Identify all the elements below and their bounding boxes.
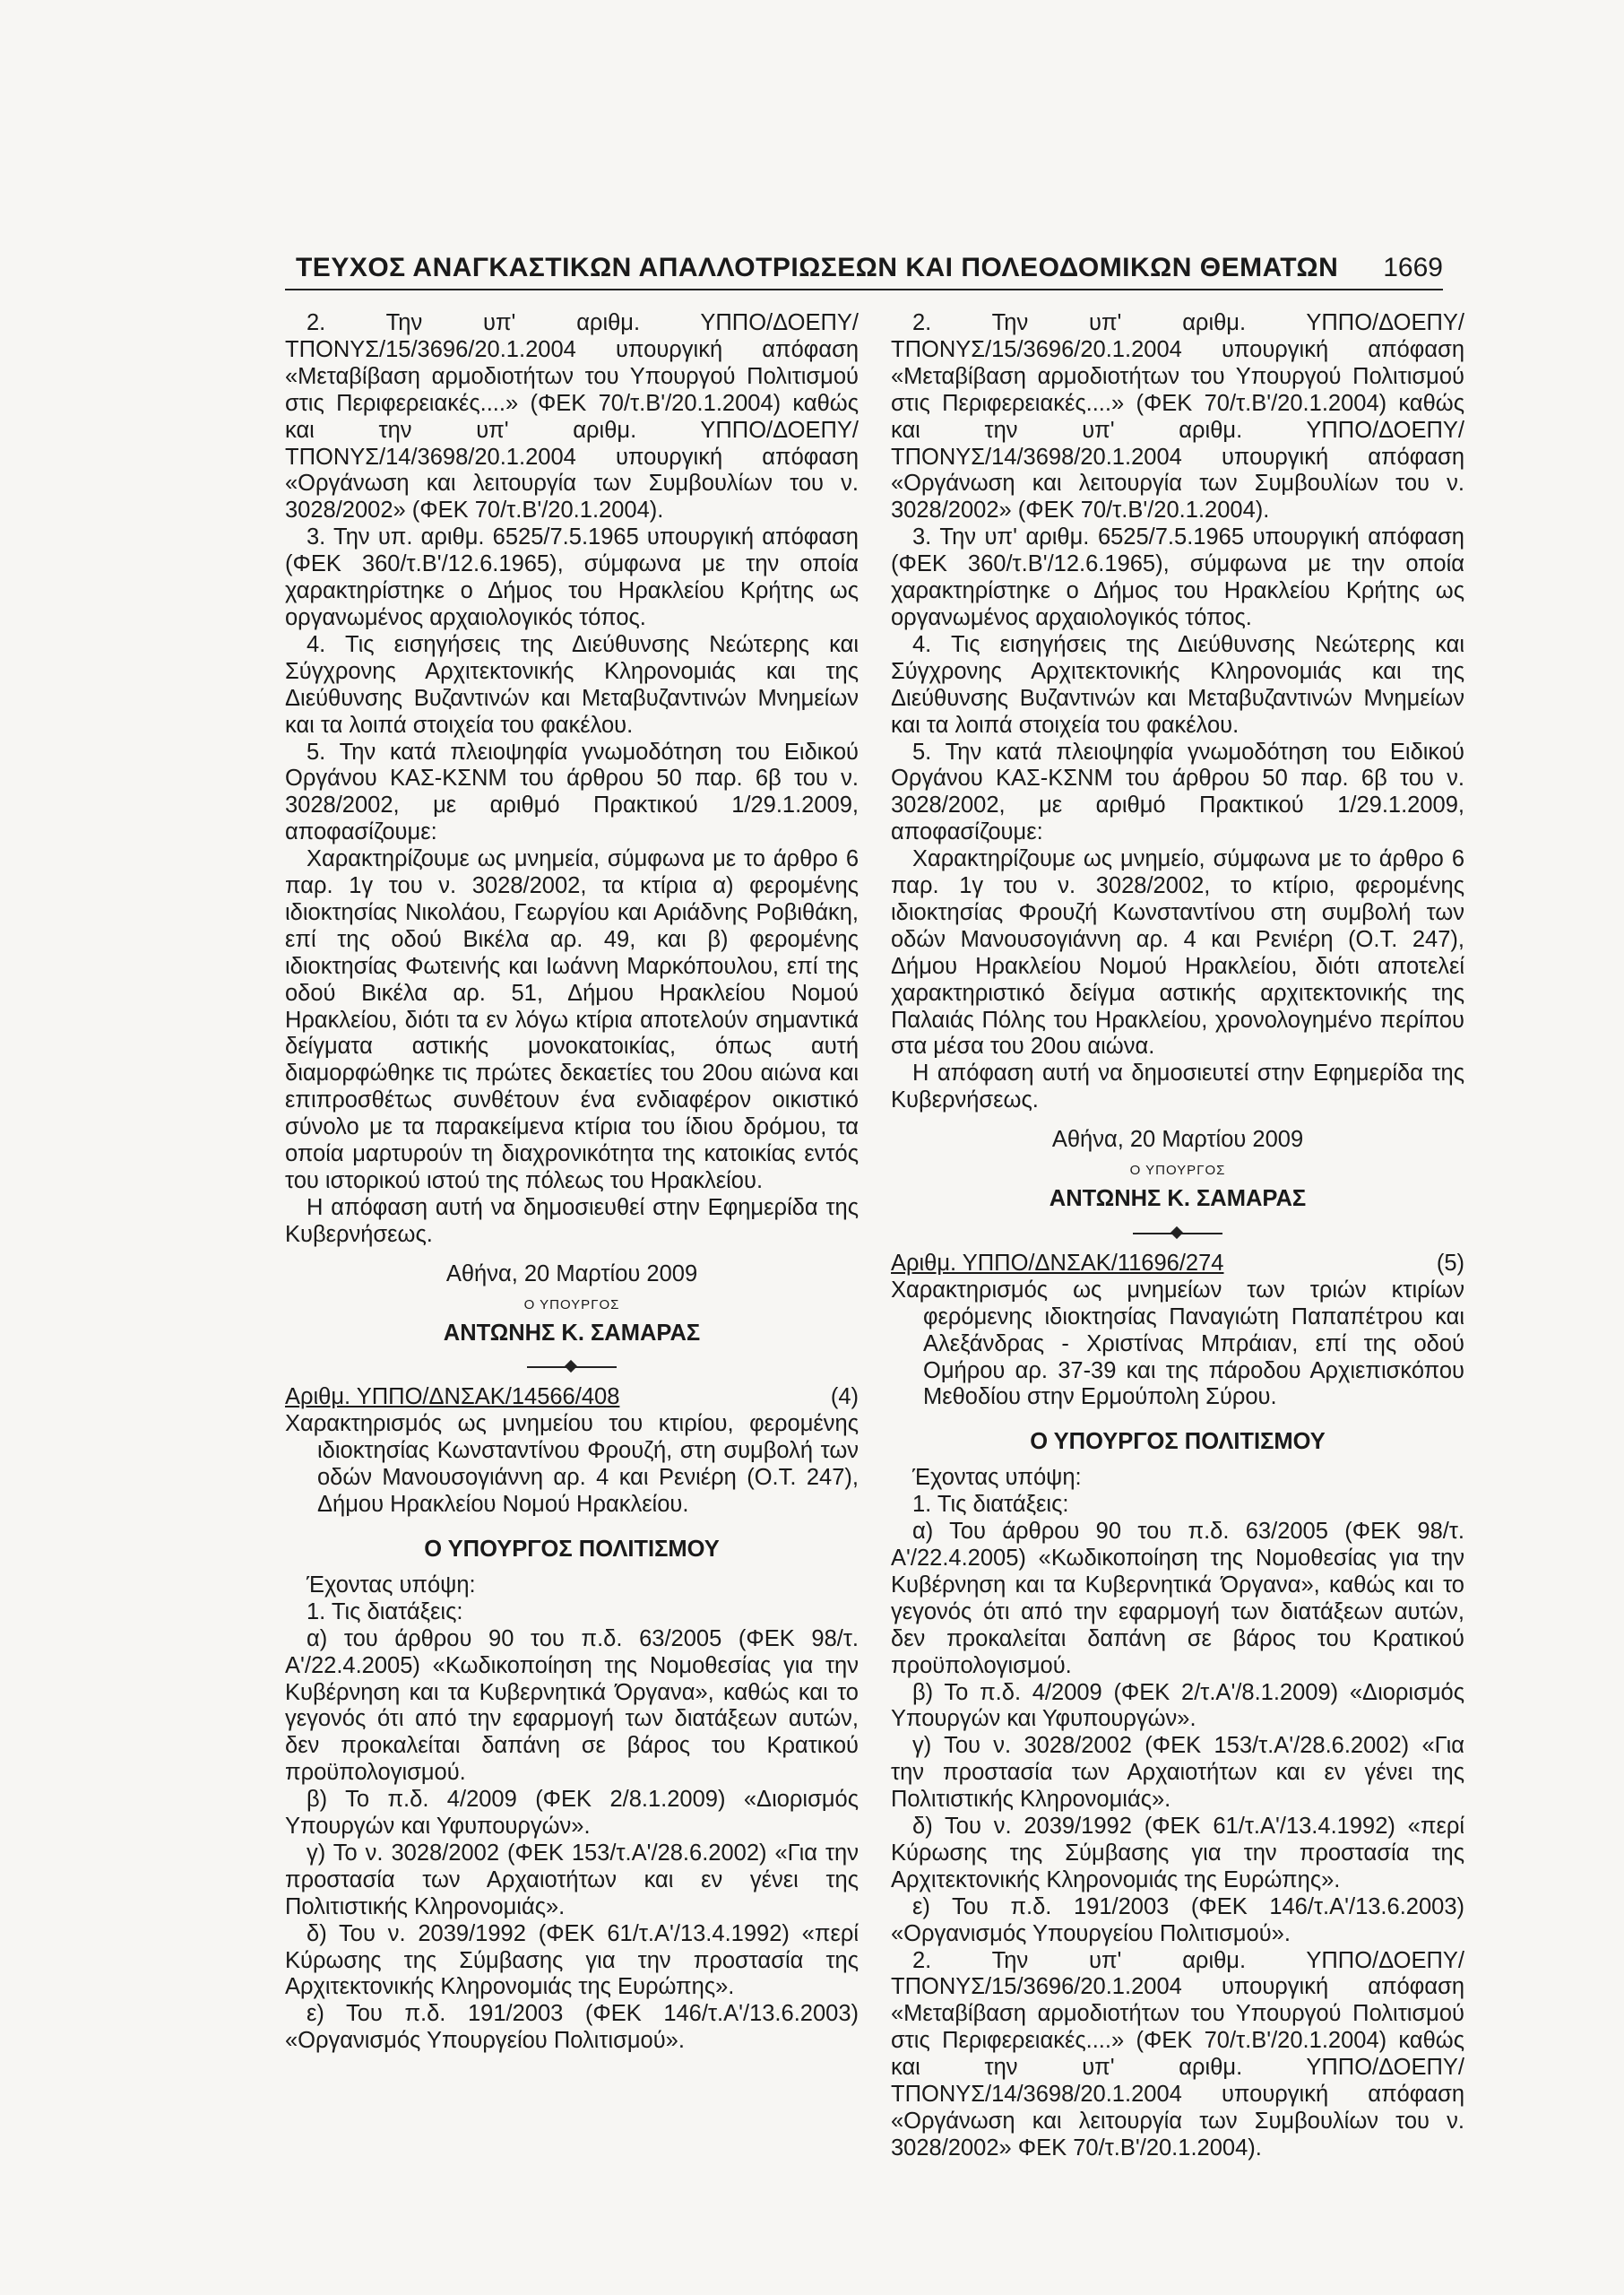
paragraph: β) Το π.δ. 4/2009 (ΦΕΚ 2/τ.Α'/8.1.2009) «Διορισμός Υπουργών και Υφυπουργών».	[891, 1679, 1464, 1732]
signature-date: Αθήνα, 20 Μαρτίου 2009	[1051, 1127, 1304, 1153]
signature-role: Ο ΥΠΟΥΡΓΟΣ	[523, 1296, 620, 1312]
paragraph: 2. Την υπ' αριθμ. ΥΠΠΟ/ΔΟΕΠΥ/ΤΠΟΝΥΣ/15/3696/20.1.2004 υπουργική απόφαση «Μεταβίβαση αρμοδιοτήτων του Υπουργού Πολιτισμού στις Περιφερειακές....» (ΦΕΚ 70/τ.Β'/20.1.2004) καθώς και την υπ' αριθμ. ΥΠΠΟ/ΔΟΕΠΥ/ΤΠΟΝΥΣ/14/3698/20.1.2004 υπουργική απόφαση «Οργάνωση και λειτουργία των Συμβουλίων του ν. 3028/2002» (ΦΕΚ 70/τ.Β'/20.1.2004).	[891, 310, 1464, 524]
minister-heading: Ο ΥΠΟΥΡΓΟΣ ΠΟΛΙΤΙΣΜΟΥ	[1030, 1429, 1326, 1455]
right-column	[891, 310, 1464, 2162]
paragraph: δ) Του ν. 2039/1992 (ΦΕΚ 61/τ.Α'/13.4.1992) «περί Κύρωσης της Σύμβασης για την προστασία της Αρχιτεκτονικής Κληρονομιάς της Ευρώπης».	[891, 1814, 1464, 1892]
decision-index: (4)	[830, 1384, 859, 1410]
section-divider	[1133, 1233, 1222, 1234]
paragraph: 5. Την κατά πλειοψηφία γνωμοδότηση του Ειδικού Οργάνου ΚΑΣ-ΚΣΝΜ του άρθρου 50 παρ. 6β του ν. 3028/2002, με αριθμό Πρακτικού 1/29.1.2009, αποφασίζουμε:	[285, 739, 859, 845]
page-header	[285, 253, 1443, 290]
decision-paragraph: Χαρακτηρίζουμε ως μνημείο, σύμφωνα με το άρθρο 6 παρ. 1γ του ν. 3028/2002, το κτίριο, φερομένης ιδιοκτησίας Φρουζή Κωνσταντίνου στη συμβολή των οδών Μανουσογιάννη αρ. 4 και Ρενιέρη (Ο.Τ. 247), Δήμου Ηρακλείου Νομού Ηρακλείου, διότι αποτελεί χαρακτηριστικό δείγμα αστικής αρχιτεκτονικής της Παλαιάς Πόλης του Ηρακλείου, χρονολογημένο περίπου στα μέσα του 20ου αιώνα.	[891, 846, 1464, 1060]
paragraph: γ) Του ν. 3028/2002 (ΦΕΚ 153/τ.Α'/28.6.2002) «Για την προστασία των Αρχαιοτήτων και εν γένει της Πολιτιστικής Κληρονομιάς».	[891, 1733, 1464, 1813]
signature-name: ΑΝΤΩΝΗΣ Κ. ΣΑΜΑΡΑΣ	[443, 1320, 701, 1346]
decision-subject: Χαρακτηρισμός ως μνημείων των τριών κτιρίων φερόμενης ιδιοκτησίας Παναγιώτη Παπαπέτρου και Αλεξάνδρας - Χριστίνας Μπράιαν, επί της οδού Ομήρου αρ. 37-39 και της πάροδου Αρχιεπισκόπου Μεθοδίου στην Ερμούπολη Σύρου.	[891, 1277, 1464, 1410]
paragraph: 1. Τις διατάξεις:	[307, 1598, 463, 1624]
decision-paragraph: Χαρακτηρίζουμε ως μνημεία, σύμφωνα με το άρθρο 6 παρ. 1γ του ν. 3028/2002, τα κτίρια α) φερομένης ιδιοκτησίας Νικολάου, Γεωργίου και Αριάδνης Ροβιθάκη, επί της οδού Βικέλα αρ. 49, και β) φερομένης ιδιοκτησίας Φωτεινής και Ιωάννη Μαρκόπουλου, επί της οδού Βικέλα αρ. 51, Δήμου Ηρακλείου Νομού Ηρακλείου, διότι τα εν λόγω κτίρια αποτελούν σημαντικά δείγματα αστικής μονοκατοικίας, όπως αυτή διαμορφώθηκε τις πρώτες δεκαετίες του 20ου αιώνα και επιπροσθέτως συνθέτουν ένα ενδιαφέρον οικιστικό σύνολο με τα παρακείμενα κτίρια του ίδιου δρόμου, τα οποία μαρτυρούν τη διαχρονικότητα της κατοικίας εντός του ιστορικού ιστού της πόλεως του Ηρακλείου.	[285, 846, 859, 1193]
paragraph: ε) Του π.δ. 191/2003 (ΦΕΚ 146/τ.Α'/13.6.2003) «Οργανισμός Υπουργείου Πολιτισμού».	[891, 1893, 1464, 1946]
paragraph: γ) Το ν. 3028/2002 (ΦΕΚ 153/τ.Α'/28.6.2002) «Για την προστασία των Αρχαιοτήτων και εν γένει της Πολιτιστικής Κληρονομιάς».	[285, 1840, 859, 1919]
decision-subject: Χαρακτηρισμός ως μνημείου του κτιρίου, φερομένης ιδιοκτησίας Κωνσταντίνου Φρουζή, στη συμβολή των οδών Μανουσογιάννη αρ. 4 και Ρενιέρη (Ο.Τ. 247), Δήμου Ηρακλείου Νομού Ηρακλείου.	[285, 1411, 859, 1518]
decision-number: Αριθμ. ΥΠΠΟ/ΔΝΣΑΚ/11696/274	[891, 1250, 1224, 1276]
paragraph: ε) Του π.δ. 191/2003 (ΦΕΚ 146/τ.Α'/13.6.2003) «Οργανισμός Υπουργείου Πολιτισμού».	[285, 2001, 859, 2054]
paragraph: 5. Την κατά πλειοψηφία γνωμοδότηση του Ειδικού Οργάνου ΚΑΣ-ΚΣΝΜ του άρθρου 50 παρ. 6β του ν. 3028/2002, με αριθμό Πρακτικού 1/29.1.2009, αποφασίζουμε:	[891, 739, 1464, 845]
page-number: 1669	[1383, 253, 1443, 282]
section-divider	[527, 1366, 617, 1368]
decision-number: Αριθμ. ΥΠΠΟ/ΔΝΣΑΚ/14566/408	[285, 1384, 620, 1410]
publication-clause: Η απόφαση αυτή να δημοσιευτεί στην Εφημερίδα της Κυβερνήσεως.	[891, 1061, 1464, 1113]
paragraph: α) του άρθρου 90 του π.δ. 63/2005 (ΦΕΚ 98/τ. Α'/22.4.2005) «Κωδικοποίηση της Νομοθεσίας για την Κυβέρνηση και τα Κυβερνητικά Όργανα», καθώς και το γεγονός ότι από την εφαρμογή των διατάξεων αυτών, δεν προκαλείται δαπάνη σε βάρος του Κρατικού προϋπολογισμού.	[285, 1625, 859, 1786]
paragraph: β) Το π.δ. 4/2009 (ΦΕΚ 2/8.1.2009) «Διορισμός Υπουργών και Υφυπουργών».	[285, 1787, 859, 1840]
paragraph: 2. Την υπ' αριθμ. ΥΠΠΟ/ΔΟΕΠΥ/ΤΠΟΝΥΣ/15/3696/20.1.2004 υπουργική απόφαση «Μεταβίβαση αρμοδιοτήτων του Υπουργού Πολιτισμού στις Περιφερειακές....» (ΦΕΚ 70/τ.Β'/20.1.2004) καθώς και την υπ' αριθμ. ΥΠΠΟ/ΔΟΕΠΥ/ΤΠΟΝΥΣ/14/3698/20.1.2004 υπουργική απόφαση «Οργάνωση και λειτουργία των Συμβουλίων του ν. 3028/2002» ΦΕΚ 70/τ.Β'/20.1.2004).	[891, 1947, 1464, 2161]
signature-name: ΑΝΤΩΝΗΣ Κ. ΣΑΜΑΡΑΣ	[1049, 1186, 1307, 1211]
paragraph: δ) Του ν. 2039/1992 (ΦΕΚ 61/τ.Α'/13.4.1992) «περί Κύρωσης της Σύμβασης για την προστασία της Αρχιτεκτονικής Κληρονομιάς της Ευρώπης».	[285, 1920, 859, 2000]
paragraph: 1. Τις διατάξεις:	[912, 1492, 1069, 1518]
paragraph: 2. Την υπ' αριθμ. ΥΠΠΟ/ΔΟΕΠΥ/ΤΠΟΝΥΣ/15/3696/20.1.2004 υπουργική απόφαση «Μεταβίβαση αρμοδιοτήτων του Υπουργού Πολιτισμού στις Περιφερειακές....» (ΦΕΚ 70/τ.Β'/20.1.2004) καθώς και την υπ' αριθμ. ΥΠΠΟ/ΔΟΕΠΥ/ΤΠΟΝΥΣ/14/3698/20.1.2004 υπουργική απόφαση «Οργάνωση και λειτουργία των Συμβουλίων του ν. 3028/2002» (ΦΕΚ 70/τ.Β'/20.1.2004).	[285, 310, 859, 524]
left-column	[285, 310, 859, 2055]
publication-clause: Η απόφαση αυτή να δημοσιευθεί στην Εφημερίδα της Κυβερνήσεως.	[285, 1194, 859, 1247]
paragraph: 4. Τις εισηγήσεις της Διεύθυνσης Νεώτερης και Σύγχρονης Αρχιτεκτονικής Κληρονομιάς και της Διεύθυνσης Βυζαντινών και Μεταβυζαντινών Μνημείων και τα λοιπά στοιχεία του φακέλου.	[285, 631, 859, 738]
minister-heading: Ο ΥΠΟΥΡΓΟΣ ΠΟΛΙΤΙΣΜΟΥ	[424, 1536, 720, 1562]
running-title: ΤΕΥΧΟΣ ΑΝΑΓΚΑΣΤΙΚΩΝ ΑΠΑΛΛΟΤΡΙΩΣΕΩΝ ΚΑΙ ΠΟΛΕΟΔΟΜΙΚΩΝ ΘΕΜΑΤΩΝ	[295, 253, 1339, 282]
decision-header	[891, 1251, 1464, 1277]
paragraph: 3. Την υπ. αριθμ. 6525/7.5.1965 υπουργική απόφαση (ΦΕΚ 360/τ.Β'/12.6.1965), σύμφωνα με την οποία χαρακτηρίστηκε ο Δήμος του Ηρακλείου Κρήτης ως οργανωμένος αρχαιολογικός τόπος.	[285, 524, 859, 630]
diamond-icon	[565, 1360, 577, 1373]
paragraph: Έχοντας υπόψη:	[912, 1465, 1082, 1491]
paragraph: 4. Τις εισηγήσεις της Διεύθυνσης Νεώτερης και Σύγχρονης Αρχιτεκτονικής Κληρονομιάς και της Διεύθυνσης Βυζαντινών και Μεταβυζαντινών Μνημείων και τα λοιπά στοιχεία του φακέλου.	[891, 631, 1464, 738]
paragraph: 3. Την υπ' αριθμ. 6525/7.5.1965 υπουργική απόφαση (ΦΕΚ 360/τ.Β'/12.6.1965), σύμφωνα με την οποία χαρακτηρίστηκε ο Δήμος του Ηρακλείου Κρήτης ως οργανωμένος αρχαιολογικός τόπος.	[891, 524, 1464, 630]
decision-index: (5)	[1436, 1250, 1464, 1276]
diamond-icon	[1170, 1226, 1183, 1239]
paragraph: Έχοντας υπόψη:	[307, 1572, 476, 1598]
signature-role: Ο ΥΠΟΥΡΓΟΣ	[1129, 1163, 1226, 1179]
signature-date: Αθήνα, 20 Μαρτίου 2009	[445, 1260, 698, 1286]
paragraph: α) Του άρθρου 90 του π.δ. 63/2005 (ΦΕΚ 98/τ. Α'/22.4.2005) «Κωδικοποίηση της Νομοθεσίας για την Κυβέρνηση και τα Κυβερνητικά Όργανα», καθώς και το γεγονός ότι από την εφαρμογή των διατάξεων αυτών, δεν προκαλείται δαπάνη σε βάρος του Κρατικού προϋπολογισμού.	[891, 1519, 1464, 1678]
decision-header	[285, 1384, 859, 1411]
